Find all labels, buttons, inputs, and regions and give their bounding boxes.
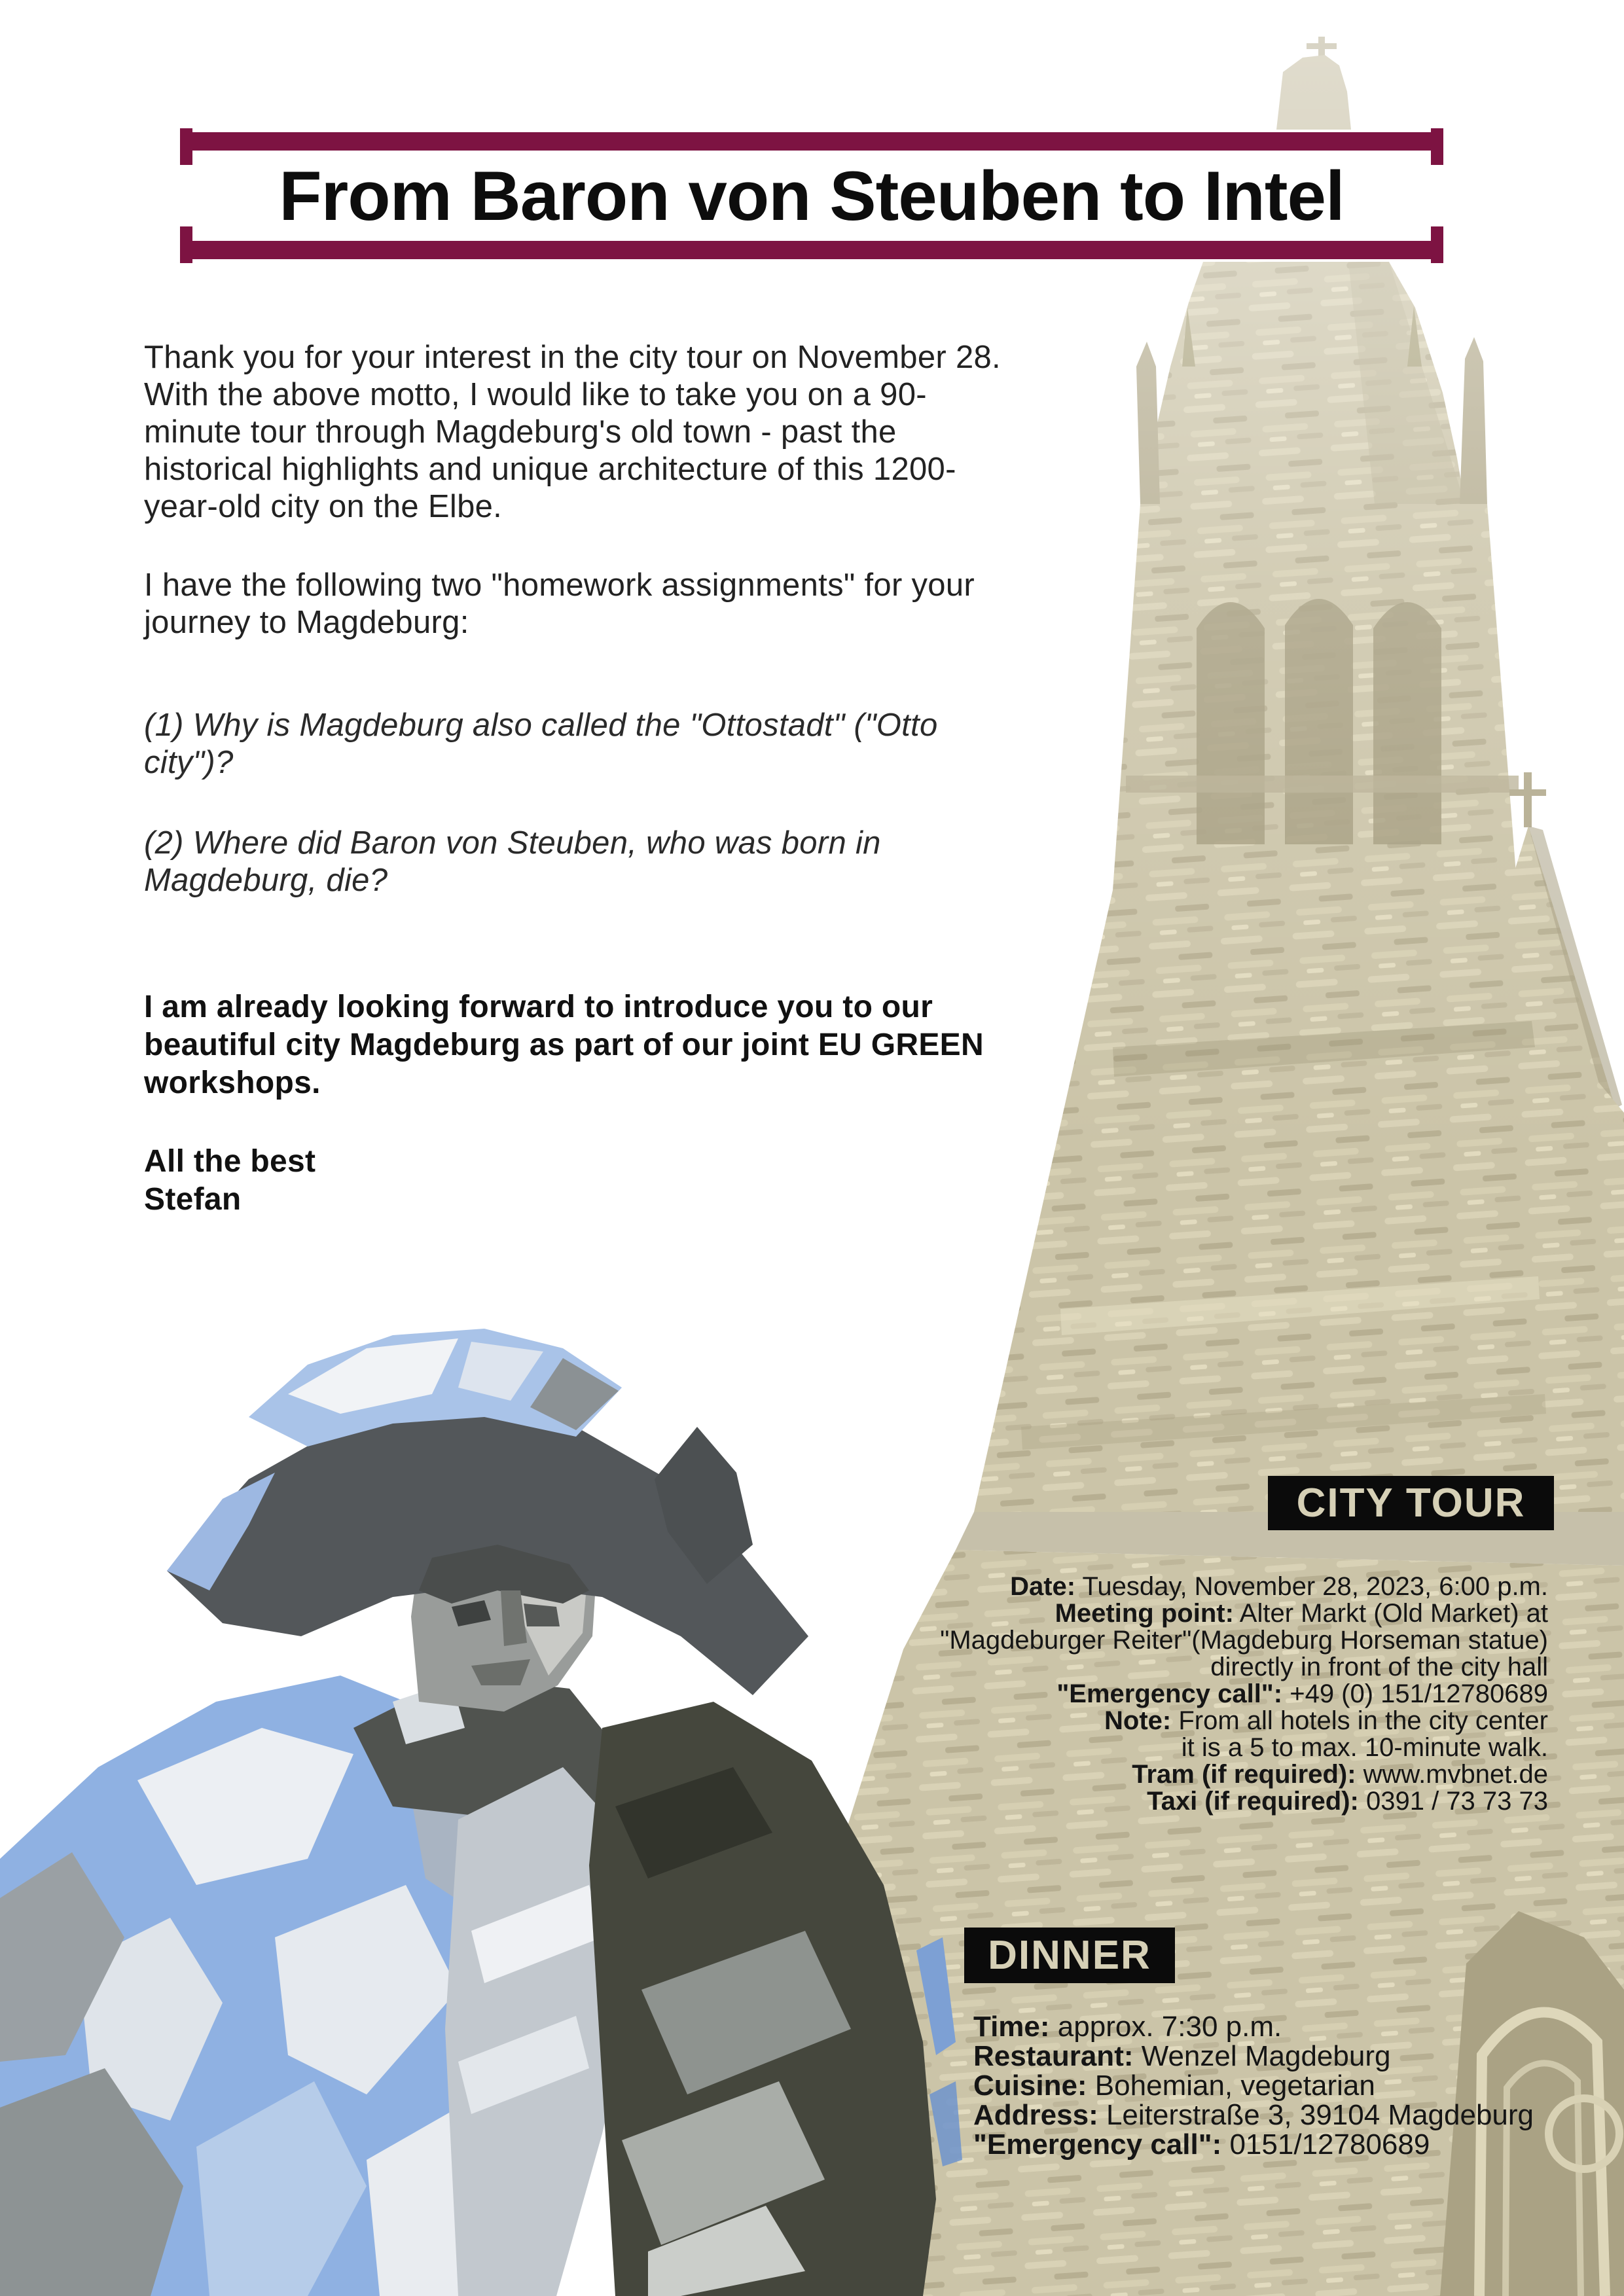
info-line-label: "Emergency call": bbox=[1056, 1679, 1283, 1708]
dinner-heading bbox=[964, 1928, 1175, 1983]
city-tour-heading-label: CITY TOUR bbox=[1296, 1480, 1526, 1526]
info-line-label: Date: bbox=[1010, 1572, 1076, 1601]
city-tour-details bbox=[877, 1573, 1548, 1815]
info-line-label: Restaurant: bbox=[973, 2040, 1134, 2072]
info-line bbox=[877, 1600, 1548, 1627]
info-line-label: Cuisine: bbox=[973, 2070, 1087, 2102]
signoff-line-2: Stefan bbox=[144, 1182, 242, 1217]
title-frame-top-bar bbox=[180, 132, 1443, 151]
title-frame-corner-tick bbox=[180, 128, 192, 165]
info-line bbox=[973, 2071, 1602, 2100]
info-line-label: "Emergency call": bbox=[973, 2128, 1222, 2161]
info-line bbox=[973, 2130, 1602, 2159]
city-tour-heading bbox=[1268, 1476, 1554, 1530]
info-line bbox=[877, 1654, 1548, 1681]
info-line bbox=[877, 1788, 1548, 1815]
info-line-label: Tram (if required): bbox=[1132, 1760, 1356, 1789]
info-line-text: +49 (0) 151/12780689 bbox=[1282, 1679, 1548, 1708]
homework-question-2: (2) Where did Baron von Steuben, who was born in Magdeburg, die? bbox=[144, 825, 881, 898]
title-frame-bottom-bar bbox=[180, 241, 1443, 259]
info-line bbox=[877, 1573, 1548, 1600]
info-line bbox=[877, 1627, 1548, 1654]
info-line-label: Meeting point: bbox=[1055, 1599, 1234, 1628]
info-line bbox=[973, 2041, 1602, 2071]
info-line-text: Tuesday, November 28, 2023, 6:00 p.m. bbox=[1075, 1572, 1548, 1601]
title-frame-corner-tick bbox=[1431, 226, 1443, 263]
info-line bbox=[877, 1681, 1548, 1708]
intro-paragraph-1: Thank you for your interest in the city tour on November 28. With the above motto, I would like to take you on a 90-minute tour through Magdeburg's old town - past the historical highlights and unique architecture of this 1200-year-old city on the Elbe. bbox=[144, 340, 1001, 524]
info-line-text: 0391 / 73 73 73 bbox=[1358, 1787, 1548, 1816]
info-line-text: "Magdeburger Reiter"(Magdeburg Horseman statue) bbox=[940, 1626, 1548, 1655]
signoff-line-1: All the best bbox=[144, 1144, 316, 1179]
info-line-text: Wenzel Magdeburg bbox=[1133, 2040, 1391, 2072]
title-frame bbox=[180, 128, 1443, 263]
info-line bbox=[973, 2012, 1602, 2041]
title-frame-corner-tick bbox=[180, 226, 192, 263]
title-frame-corner-tick bbox=[1431, 128, 1443, 165]
info-line-label: Address: bbox=[973, 2099, 1098, 2131]
title-background bbox=[192, 151, 1431, 241]
homework-question-1: (1) Why is Magdeburg also called the "Ottostadt" ("Otto city")? bbox=[144, 708, 938, 780]
info-line-label: Taxi (if required): bbox=[1147, 1787, 1359, 1816]
info-line-text: Leiterstraße 3, 39104 Magdeburg bbox=[1098, 2099, 1534, 2131]
signoff bbox=[144, 1143, 1015, 1219]
info-line-text: 0151/12780689 bbox=[1221, 2128, 1430, 2161]
info-line bbox=[973, 2100, 1602, 2130]
info-line-text: Bohemian, vegetarian bbox=[1087, 2070, 1375, 2102]
info-line bbox=[877, 1708, 1548, 1734]
info-line-text: www.mvbnet.de bbox=[1356, 1760, 1548, 1789]
info-line-label: Time: bbox=[973, 2011, 1050, 2043]
page-title: From Baron von Steuben to Intel bbox=[279, 156, 1344, 235]
info-line bbox=[877, 1761, 1548, 1788]
dinner-heading-label: DINNER bbox=[988, 1933, 1151, 1978]
closing-paragraph: I am already looking forward to introduce you to our beautiful city Magdeburg as part of our joint EU GREEN workshops. bbox=[144, 990, 984, 1100]
info-line-text: it is a 5 to max. 10-minute walk. bbox=[1181, 1733, 1548, 1762]
info-line-text: approx. 7:30 p.m. bbox=[1049, 2011, 1282, 2043]
info-line-text: From all hotels in the city center bbox=[1171, 1706, 1548, 1735]
info-line-label: Note: bbox=[1104, 1706, 1172, 1735]
info-line-text: directly in front of the city hall bbox=[1210, 1653, 1548, 1681]
dinner-details bbox=[973, 2012, 1602, 2159]
intro-paragraph-2: I have the following two "homework assignments" for your journey to Magdeburg: bbox=[144, 567, 975, 640]
info-line-text: Alter Markt (Old Market) at bbox=[1233, 1599, 1548, 1628]
info-line bbox=[877, 1734, 1548, 1761]
